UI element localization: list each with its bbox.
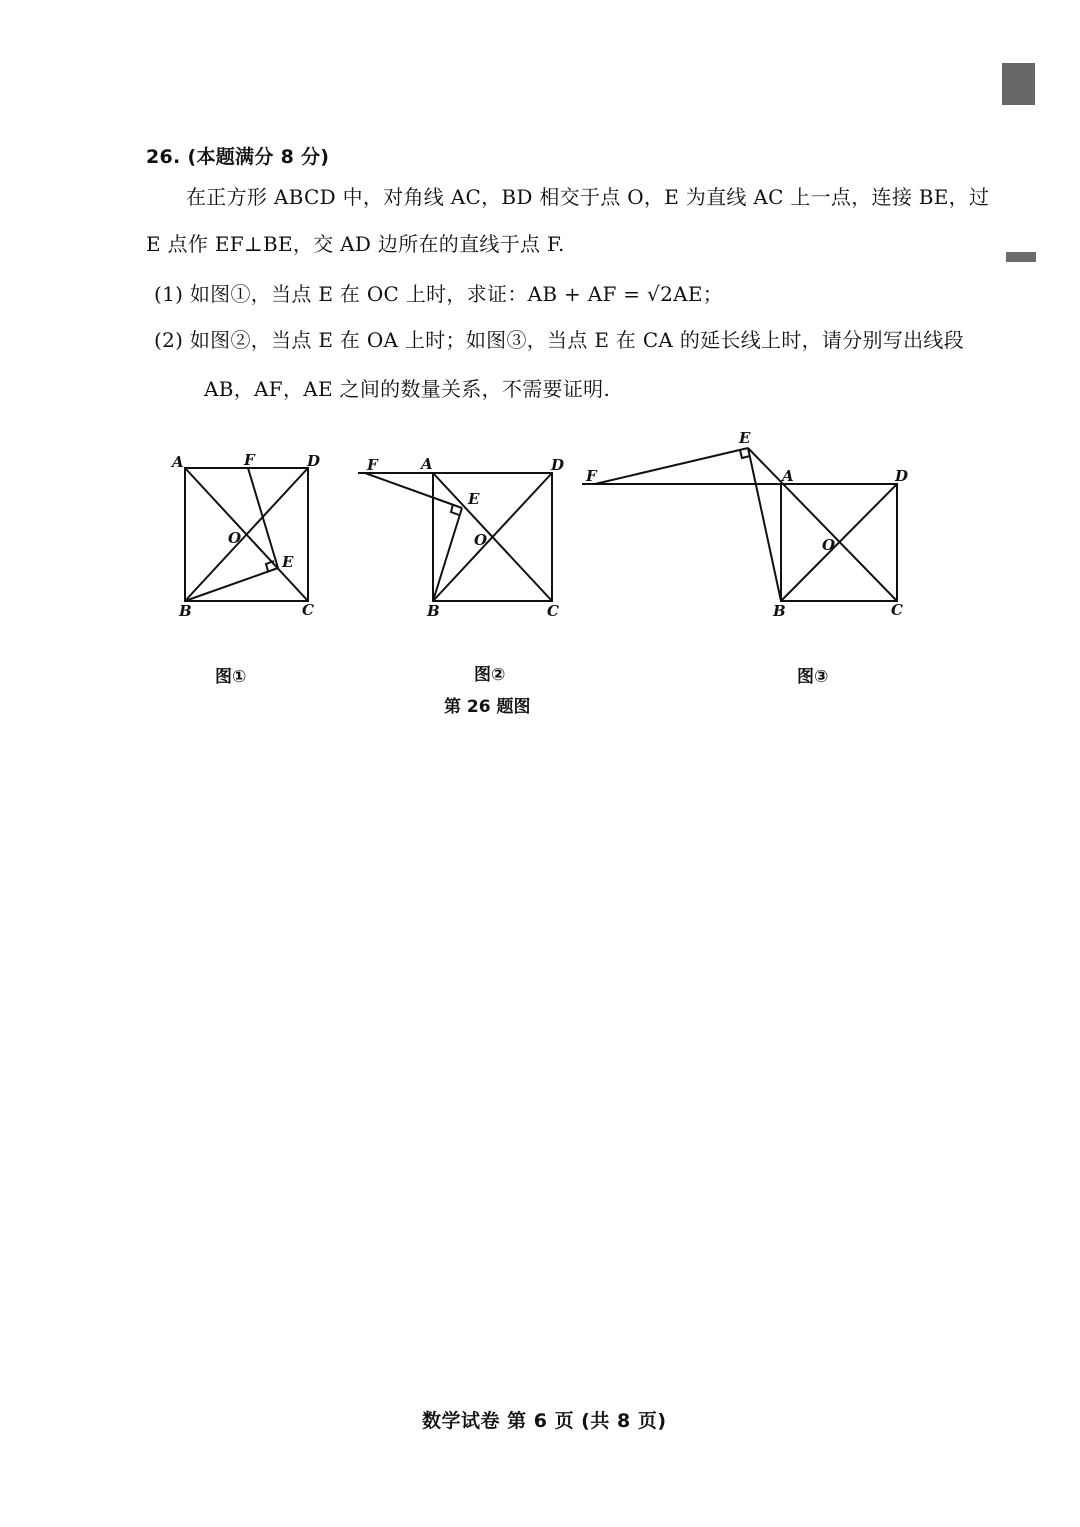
problem-part-2-line-1: (2) 如图②，当点 E 在 OA 上时；如图③，当点 E 在 CA 的延长线上时，请分别写出线段 [154, 328, 965, 352]
fig3-label-d: D [895, 467, 909, 485]
geometry-figures [0, 0, 1080, 760]
problem-statement-line-1: 在正方形 ABCD 中，对角线 AC，BD 相交于点 O，E 为直线 AC 上一点，连接 BE，过 [186, 185, 990, 209]
problem-part-2-line-2: AB，AF，AE 之间的数量关系，不需要证明. [204, 377, 611, 401]
fig2-segment-ef [365, 473, 462, 508]
fig3-label-a: A [782, 467, 794, 485]
figure-3 [582, 429, 908, 620]
problem-statement-line-2: E 点作 EF⊥BE，交 AD 边所在的直线于点 F. [146, 232, 565, 256]
fig1-label-d: D [307, 452, 321, 470]
fig3-segment-ef [595, 448, 748, 484]
fig1-label-b: B [179, 602, 192, 620]
figure-2 [358, 455, 564, 620]
problem-heading: 26. (本题满分 8 分) [146, 146, 330, 168]
fig3-extended-ca [748, 448, 897, 601]
fig1-label-f: F [244, 451, 255, 469]
fig3-label-o: O [822, 536, 836, 554]
fig2-label-c: C [547, 602, 559, 620]
figure-3-caption: 图③ [797, 667, 829, 687]
fig2-label-b: B [427, 602, 440, 620]
fig1-label-c: C [302, 601, 314, 619]
fig2-label-a: A [421, 455, 433, 473]
fig2-label-e: E [468, 490, 480, 508]
fig2-segment-be [433, 508, 462, 601]
figure-1-caption: 图① [215, 667, 247, 687]
figures-main-caption: 第 26 题图 [444, 697, 531, 717]
fig2-label-f: F [367, 456, 378, 474]
fig3-label-b: B [773, 602, 786, 620]
page-footer: 数学试卷 第 6 页 (共 8 页) [422, 1410, 667, 1432]
problem-part-1: (1) 如图①，当点 E 在 OC 上时，求证：AB + AF = √2AE； [154, 282, 724, 306]
fig1-label-e: E [282, 553, 294, 571]
fig2-label-o: O [474, 531, 488, 549]
fig3-label-e: E [739, 429, 751, 447]
fig3-label-f: F [586, 467, 597, 485]
fig3-label-c: C [891, 601, 903, 619]
figure-1 [170, 451, 320, 620]
fig3-segment-be [748, 448, 781, 601]
figure-2-caption: 图② [474, 665, 506, 685]
fig1-label-a: A [172, 453, 184, 471]
fig1-label-o: O [228, 529, 242, 547]
fig2-label-d: D [551, 456, 565, 474]
